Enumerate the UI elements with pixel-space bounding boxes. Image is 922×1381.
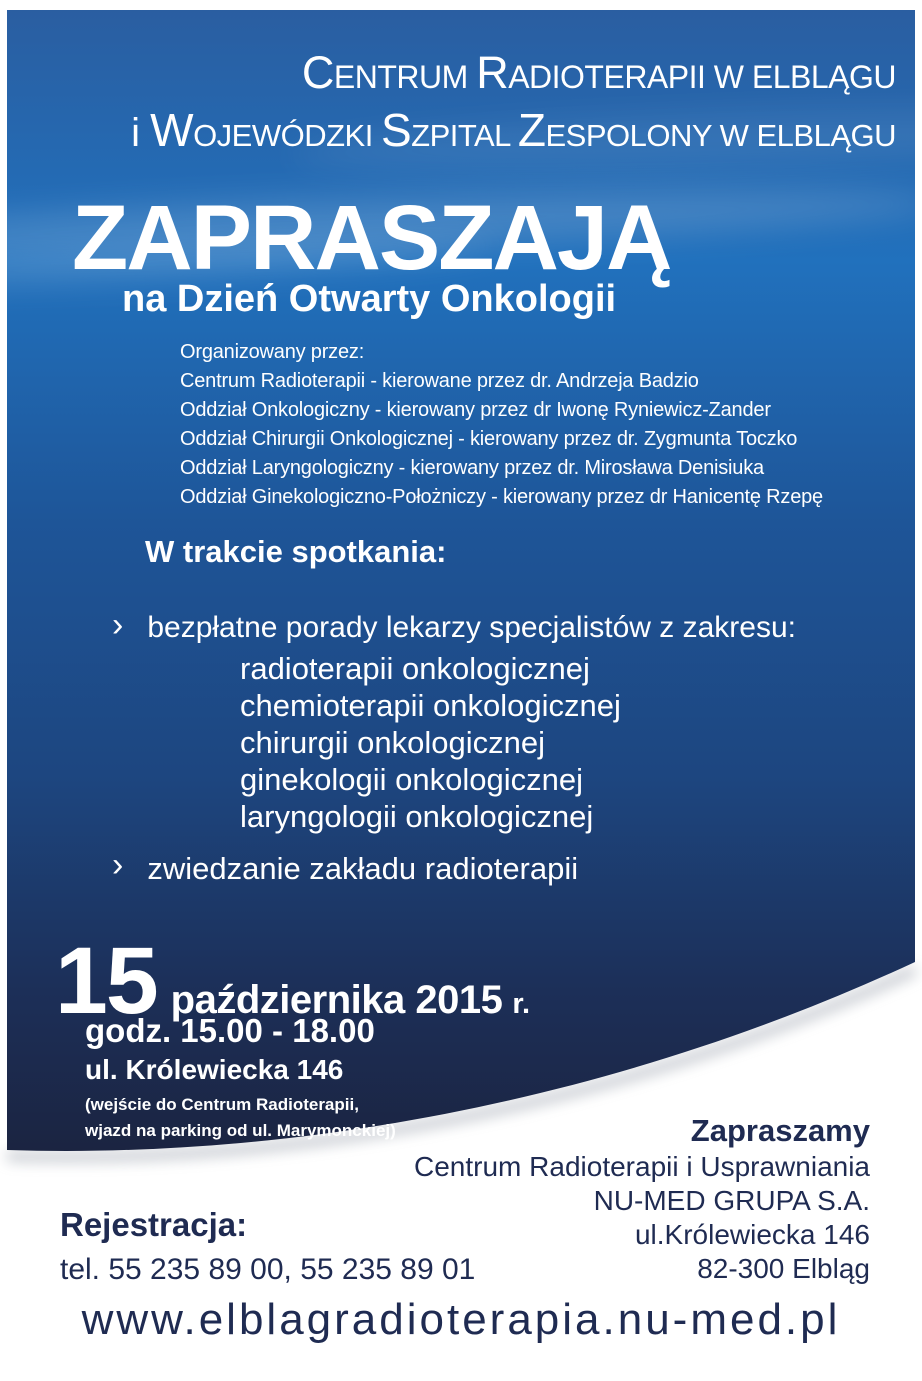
specialty-item: chemioterapii onkologicznej — [240, 688, 621, 723]
event-note-line: (wejście do Centrum Radioterapii, — [85, 1095, 359, 1114]
event-year-suffix: r. — [512, 988, 531, 1020]
specialty-item: laryngologii onkologicznej — [240, 799, 594, 834]
agenda-heading: W trakcie spotkania: — [145, 534, 447, 569]
organizer-item: Oddział Laryngologiczny - kierowany przez dr. Mirosława Denisiuka — [180, 457, 764, 479]
event-address: ul. Królewiecka 146 — [85, 1054, 344, 1085]
organizer-item: Oddział Chirurgii Onkologicznej - kierowany przez dr. Zygmunta Toczko — [180, 428, 798, 450]
event-month-year: października 2015 — [170, 978, 503, 1022]
hospital-header — [131, 47, 896, 156]
invite-block — [414, 1112, 870, 1286]
invite-line: ul.Królewiecka 146 — [634, 1219, 870, 1250]
registration-heading: Rejestracja: — [60, 1206, 248, 1243]
invite-heading: Zapraszamy — [690, 1113, 870, 1148]
event-time: godz. 15.00 - 18.00 — [85, 1012, 375, 1049]
organizers-block — [180, 338, 823, 512]
chevron-icon: › — [112, 846, 124, 884]
organizer-item: Oddział Ginekologiczno-Położniczy - kierowany przez dr Hanicentę Rzepę — [180, 486, 823, 508]
header-line-centrum: CENTRUM RADIOTERAPII W ELBLĄGU — [301, 47, 896, 98]
event-note — [85, 1092, 396, 1144]
organizers-intro: Organizowany przez: — [180, 341, 365, 363]
poster-subtitle: na Dzień Otwarty Onkologii — [122, 278, 617, 320]
header-line-szpital: i WOJEWÓDZKI SZPITAL ZESPOLONY W ELBLĄGU — [131, 104, 896, 156]
registration-phone: tel. 55 235 89 00, 55 235 89 01 — [60, 1253, 476, 1286]
specialties-list — [240, 650, 621, 835]
invite-line: 82-300 Elbląg — [697, 1253, 870, 1284]
poster-title: ZAPRASZAJĄ — [72, 187, 671, 289]
chevron-icon: › — [112, 606, 124, 644]
organizer-item: Centrum Radioterapii - kierowane przez dr. Andrzeja Badzio — [180, 370, 699, 392]
website-url: www.elblagradioterapia.nu-med.pl — [81, 1295, 841, 1344]
event-day: 15 — [55, 928, 157, 1034]
event-note-line: wjazd na parking od ul. Marymonckiej) — [85, 1121, 396, 1140]
specialty-item: chirurgii onkologicznej — [240, 725, 545, 760]
invite-line: NU-MED GRUPA S.A. — [593, 1185, 870, 1216]
organizer-item: Oddział Onkologiczny - kierowany przez dr Iwonę Ryniewicz-Zander — [180, 399, 771, 421]
agenda-bullet-consultations — [112, 606, 796, 646]
agenda-bullet-text: bezpłatne porady lekarzy specjalistów z zakresu: — [147, 611, 796, 644]
invite-line: Centrum Radioterapii i Usprawniania — [414, 1151, 870, 1182]
agenda-bullet-tour — [112, 846, 579, 887]
specialty-item: radioterapii onkologicznej — [240, 651, 590, 686]
specialty-item: ginekologii onkologicznej — [240, 762, 583, 797]
agenda-bullet-text: zwiedzanie zakładu radioterapii — [147, 851, 579, 886]
